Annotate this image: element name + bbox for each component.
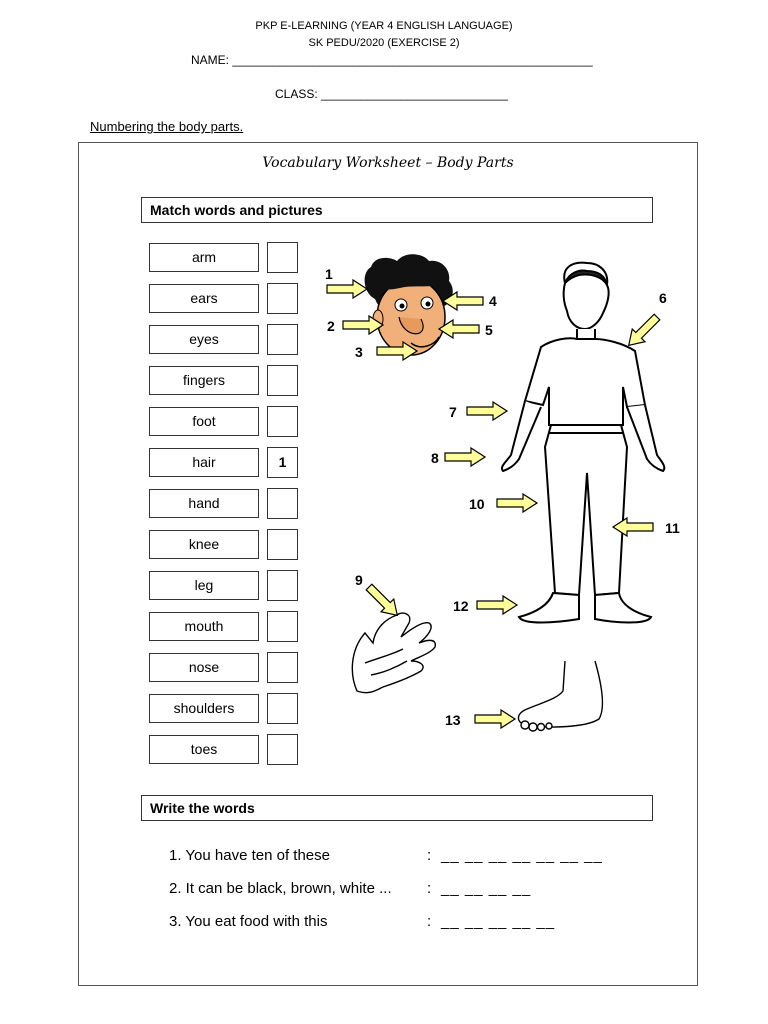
subtitle: Numbering the body parts. (90, 119, 244, 134)
word-box-ears: ears (149, 284, 259, 313)
foot-drawing (518, 661, 602, 731)
hand-drawing (352, 613, 435, 693)
question-3-answer-blank[interactable]: __ __ __ __ __ (441, 913, 556, 930)
answer-box-hair[interactable]: 1 (267, 447, 298, 478)
label-8: 8 (431, 450, 439, 466)
word-box-mouth: mouth (149, 612, 259, 641)
question-2-answer-blank[interactable]: __ __ __ __ (441, 880, 532, 897)
word-box-eyes: eyes (149, 325, 259, 354)
label-7: 7 (449, 404, 457, 420)
label-13: 13 (445, 712, 461, 728)
word-box-hair: hair (149, 448, 259, 477)
match-section-heading: Match words and pictures (141, 197, 653, 223)
label-1: 1 (325, 266, 333, 282)
question-1-answer-blank[interactable]: __ __ __ __ __ __ __ (441, 847, 603, 864)
word-box-knee: knee (149, 530, 259, 559)
label-4: 4 (489, 293, 497, 309)
word-box-foot: foot (149, 407, 259, 436)
label-2: 2 (327, 318, 335, 334)
question-2: 2. It can be black, brown, white ... (169, 880, 392, 897)
label-12: 12 (453, 598, 469, 614)
question-2-colon: : (427, 880, 432, 897)
class-field: CLASS: ____________________________ (275, 87, 508, 101)
body-drawing (502, 263, 664, 623)
label-9-hand: 9 (355, 572, 363, 588)
label-3: 3 (355, 344, 363, 360)
word-box-shoulders: shoulders (149, 694, 259, 723)
worksheet (78, 142, 698, 986)
question-3: 3. You eat food with this (169, 913, 328, 930)
word-box-arm: arm (149, 243, 259, 272)
label-5: 5 (485, 322, 493, 338)
word-box-fingers: fingers (149, 366, 259, 395)
label-6: 6 (659, 290, 667, 306)
word-box-hand: hand (149, 489, 259, 518)
question-1-colon: : (427, 847, 432, 864)
header-line-1: PKP E-LEARNING (YEAR 4 ENGLISH LANGUAGE) (255, 20, 513, 32)
body-illustration (79, 143, 699, 783)
word-box-nose: nose (149, 653, 259, 682)
label-9: 10 (469, 496, 485, 512)
label-11: 11 (665, 520, 680, 536)
name-field: NAME: ______________________________________________________ (191, 53, 593, 67)
write-section-heading: Write the words (141, 795, 653, 821)
question-3-colon: : (427, 913, 432, 930)
face-drawing (365, 254, 453, 355)
worksheet-title: Vocabulary Worksheet – Body Parts (262, 155, 514, 171)
word-box-leg: leg (149, 571, 259, 600)
question-1: 1. You have ten of these (169, 847, 330, 864)
header-line-2: SK PEDU/2020 (EXERCISE 2) (308, 37, 460, 49)
word-box-toes: toes (149, 735, 259, 764)
